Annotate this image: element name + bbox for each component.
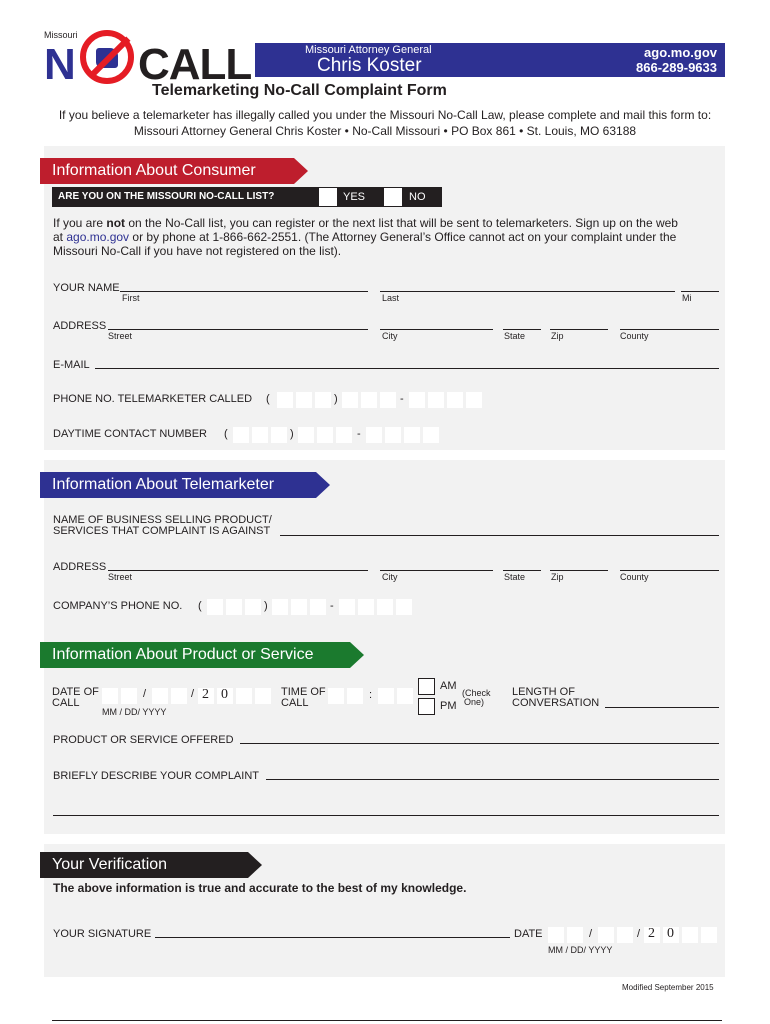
pm-checkbox[interactable] (418, 698, 435, 715)
mi-field[interactable] (681, 291, 719, 292)
no-call-list-question: ARE YOU ON THE MISSOURI NO-CALL LIST? (58, 191, 275, 202)
phone-called-digit[interactable] (428, 392, 444, 408)
call-year-digit[interactable]: 0 (217, 688, 233, 704)
signature-field[interactable] (155, 937, 510, 938)
registration-note: If you are not on the No-Call list, you can register or the next list that will be sent to telemarketers. Sign up on the web at ago.mo.gov or by phone at 1-866-662-2551. (The Attorney General’s Office cannot act on your complaint under the Missouri No-Call if you have not registered on the list). (53, 216, 678, 258)
verification-date-label: DATE (514, 928, 543, 940)
ag-website[interactable]: ago.mo.gov (644, 45, 717, 60)
check-one-hint-1: (Check (462, 688, 491, 698)
call-year-digit[interactable] (255, 688, 271, 704)
call-day-digit[interactable] (152, 688, 168, 704)
time-of-call-label-1: TIME OF (281, 686, 326, 698)
describe-complaint-label: BRIEFLY DESCRIBE YOUR COMPLAINT (53, 770, 259, 782)
phone-called-digit[interactable] (315, 392, 331, 408)
phone-called-digit[interactable] (409, 392, 425, 408)
call-hour-digit[interactable] (328, 688, 344, 704)
last-sublabel: Last (382, 293, 400, 303)
zip-sublabel: Zip (551, 331, 564, 341)
company-phone-digit[interactable] (226, 599, 242, 615)
phone-called-digit[interactable] (466, 392, 482, 408)
call-year-digit[interactable] (236, 688, 252, 704)
company-phone-digit[interactable] (272, 599, 288, 615)
yes-label: YES (343, 191, 366, 203)
phone-called-digit[interactable] (361, 392, 377, 408)
call-hour-digit[interactable] (347, 688, 363, 704)
daytime-digit[interactable] (317, 427, 333, 443)
logo-n-letter: N (44, 40, 74, 89)
conversation-length-field[interactable] (605, 707, 719, 708)
last-name-field[interactable] (380, 291, 675, 292)
daytime-digit[interactable] (423, 427, 439, 443)
daytime-digit[interactable] (385, 427, 401, 443)
phone-called-digit[interactable] (296, 392, 312, 408)
tm-city-field[interactable] (380, 570, 493, 571)
verification-banner: Your Verification (40, 852, 248, 878)
call-month-digit[interactable] (102, 688, 118, 704)
no-label: NO (409, 191, 426, 203)
phone-called-digit[interactable] (277, 392, 293, 408)
tm-county-field[interactable] (620, 570, 719, 571)
verify-day-digit[interactable] (598, 927, 614, 943)
verify-month-digit[interactable] (567, 927, 583, 943)
verification-statement: The above information is true and accurate to the best of my knowledge. (53, 881, 467, 895)
call-month-digit[interactable] (121, 688, 137, 704)
product-section: Information About Product or Service DATE OF CALL / / 2 0 MM / DD/ YYYY TIME OF CALL : AM PM (Check One) LENGTH OF CONVERSATION PRODUCT OR SERVICE OFFERED BRIEFLY DESCRIBE YOUR COMPLAINT (44, 630, 725, 834)
date-of-call-label-2: CALL (52, 697, 80, 709)
tm-street-sublabel: Street (108, 572, 133, 582)
verify-year-digit[interactable] (701, 927, 717, 943)
company-phone-digit[interactable] (358, 599, 374, 615)
phone-called-label: PHONE NO. TELEMARKETER CALLED (53, 393, 253, 405)
tm-city-sublabel: City (382, 572, 398, 582)
company-phone-digit[interactable] (245, 599, 261, 615)
no-call-logo (40, 30, 252, 89)
daytime-digit[interactable] (233, 427, 249, 443)
your-name-label: YOUR NAME (53, 282, 120, 294)
product-offered-field[interactable] (240, 743, 719, 744)
bottom-rule (52, 1020, 722, 1021)
company-phone-digit[interactable] (291, 599, 307, 615)
length-label-2: CONVERSATION (512, 697, 600, 709)
date-of-call-label-1: DATE OF (52, 686, 99, 698)
tm-zip-sublabel: Zip (551, 572, 564, 582)
telemarketer-section: Information About Telemarketer NAME OF BUSINESS SELLING PRODUCT/ SERVICES THAT COMPLAINT IS AGAINST ADDRESS Street City State Zip County COMPANY’S PHONE NO. ( ) - (44, 460, 725, 630)
no-call-list-question-bar (52, 187, 442, 207)
state-field[interactable] (503, 329, 541, 330)
logo-state-text: Missouri (44, 30, 78, 40)
company-phone-label: COMPANY’S PHONE NO. (53, 600, 183, 612)
city-field[interactable] (380, 329, 493, 330)
tm-address-label: ADDRESS (53, 561, 107, 573)
mailing-address: Missouri Attorney General Chris Koster • No-Call Missouri • PO Box 861 • St. Louis, MO 63188 (133, 124, 637, 138)
logo-call-text: CALL (138, 40, 252, 89)
tm-street-field[interactable] (108, 570, 368, 571)
call-date-format: MM / DD/ YYYY (102, 707, 167, 717)
daytime-contact-label: DAYTIME CONTACT NUMBER (53, 428, 208, 440)
product-banner: Information About Product or Service (40, 642, 350, 668)
city-sublabel: City (382, 331, 398, 341)
company-phone-digit[interactable] (207, 599, 223, 615)
call-minute-digit[interactable] (397, 688, 413, 704)
complaint-description-field[interactable] (266, 779, 719, 780)
call-day-digit[interactable] (171, 688, 187, 704)
time-of-call-label-2: CALL (281, 697, 309, 709)
verify-month-digit[interactable] (548, 927, 564, 943)
call-year-digit[interactable]: 2 (198, 688, 214, 704)
company-phone-digit[interactable] (396, 599, 412, 615)
phone-called-digit[interactable] (342, 392, 358, 408)
verify-day-digit[interactable] (617, 927, 633, 943)
intro-line-1: If you believe a telemarketer has illegally called you under the Missouri No-Call Law, please complete and mail this form to: (58, 108, 712, 122)
ago-link[interactable]: ago.mo.gov (66, 230, 130, 244)
daytime-digit[interactable] (298, 427, 314, 443)
email-field[interactable] (95, 368, 719, 369)
first-name-field[interactable] (120, 291, 368, 292)
signature-label: YOUR SIGNATURE (53, 928, 152, 940)
ag-title: Missouri Attorney General (305, 44, 432, 56)
daytime-digit[interactable] (252, 427, 268, 443)
company-phone-digit[interactable] (339, 599, 355, 615)
attorney-general-banner (255, 43, 725, 77)
county-sublabel: County (620, 331, 649, 341)
business-name-field[interactable] (280, 535, 719, 536)
tm-county-sublabel: County (620, 572, 649, 582)
prohibited-icon (80, 30, 134, 84)
street-sublabel: Street (108, 331, 133, 341)
telemarketer-banner: Information About Telemarketer (40, 472, 316, 498)
pm-label: PM (440, 700, 457, 712)
verify-date-format: MM / DD/ YYYY (548, 945, 613, 955)
company-phone-digit[interactable] (310, 599, 326, 615)
product-offered-label: PRODUCT OR SERVICE OFFERED (53, 734, 234, 746)
am-label: AM (440, 680, 457, 692)
ag-name: Chris Koster (317, 55, 422, 76)
business-label-line1: NAME OF BUSINESS SELLING PRODUCT/ (53, 514, 272, 526)
am-checkbox[interactable] (418, 678, 435, 695)
daytime-digit[interactable] (336, 427, 352, 443)
call-minute-digit[interactable] (378, 688, 394, 704)
tm-zip-field[interactable] (550, 570, 608, 571)
daytime-digit[interactable] (404, 427, 420, 443)
tm-state-field[interactable] (503, 570, 541, 571)
consumer-section: Information About Consumer ARE YOU ON THE MISSOURI NO-CALL LIST? YES NO If you are not on the No-Call list, you can register or the next list that will be sent to telemarketers. Sign up on the web at ago.mo.gov or by phone at 1-866-662-2551. (The Attorney General’s Office cannot act on your complaint under the Missouri No-Call if you have not registered on the list). YOUR NAME First Last Mi ADDRESS Street City State Zip County E-MAIL PHONE NO. TELEMARKETER CALLED ( ) - DAYTIME CONTACT NUMBER ( ) - (44, 146, 725, 450)
complaint-description-line-2[interactable] (53, 815, 719, 816)
mi-sublabel: Mi (682, 293, 692, 303)
first-sublabel: First (122, 293, 140, 303)
company-phone-digit[interactable] (377, 599, 393, 615)
no-checkbox[interactable] (384, 188, 402, 206)
ag-phone: 866-289-9633 (636, 60, 717, 75)
phone-called-digit[interactable] (447, 392, 463, 408)
verify-year-digit[interactable]: 2 (644, 927, 660, 943)
yes-checkbox[interactable] (319, 188, 337, 206)
length-label-1: LENGTH OF (512, 686, 575, 698)
address-label: ADDRESS (53, 320, 107, 332)
check-one-hint-2: One) (464, 697, 485, 707)
business-label-line2: SERVICES THAT COMPLAINT IS AGAINST (53, 525, 271, 537)
daytime-digit[interactable] (366, 427, 382, 443)
phone-called-digit[interactable] (380, 392, 396, 408)
modified-date: Modified September 2015 (622, 983, 714, 992)
tm-state-sublabel: State (504, 572, 526, 582)
zip-field[interactable] (550, 329, 608, 330)
form-title: Telemarketing No-Call Complaint Form (152, 82, 447, 99)
state-sublabel: State (504, 331, 526, 341)
consumer-banner: Information About Consumer (40, 158, 294, 184)
county-field[interactable] (620, 329, 719, 330)
verify-year-digit[interactable] (682, 927, 698, 943)
email-label: E-MAIL (53, 359, 90, 371)
street-field[interactable] (108, 329, 368, 330)
verify-year-digit[interactable]: 0 (663, 927, 679, 943)
daytime-digit[interactable] (271, 427, 287, 443)
verification-section: Your Verification The above information is true and accurate to the best of my knowledge. YOUR SIGNATURE DATE / / 2 0 MM / DD/ YYYY (44, 844, 725, 977)
